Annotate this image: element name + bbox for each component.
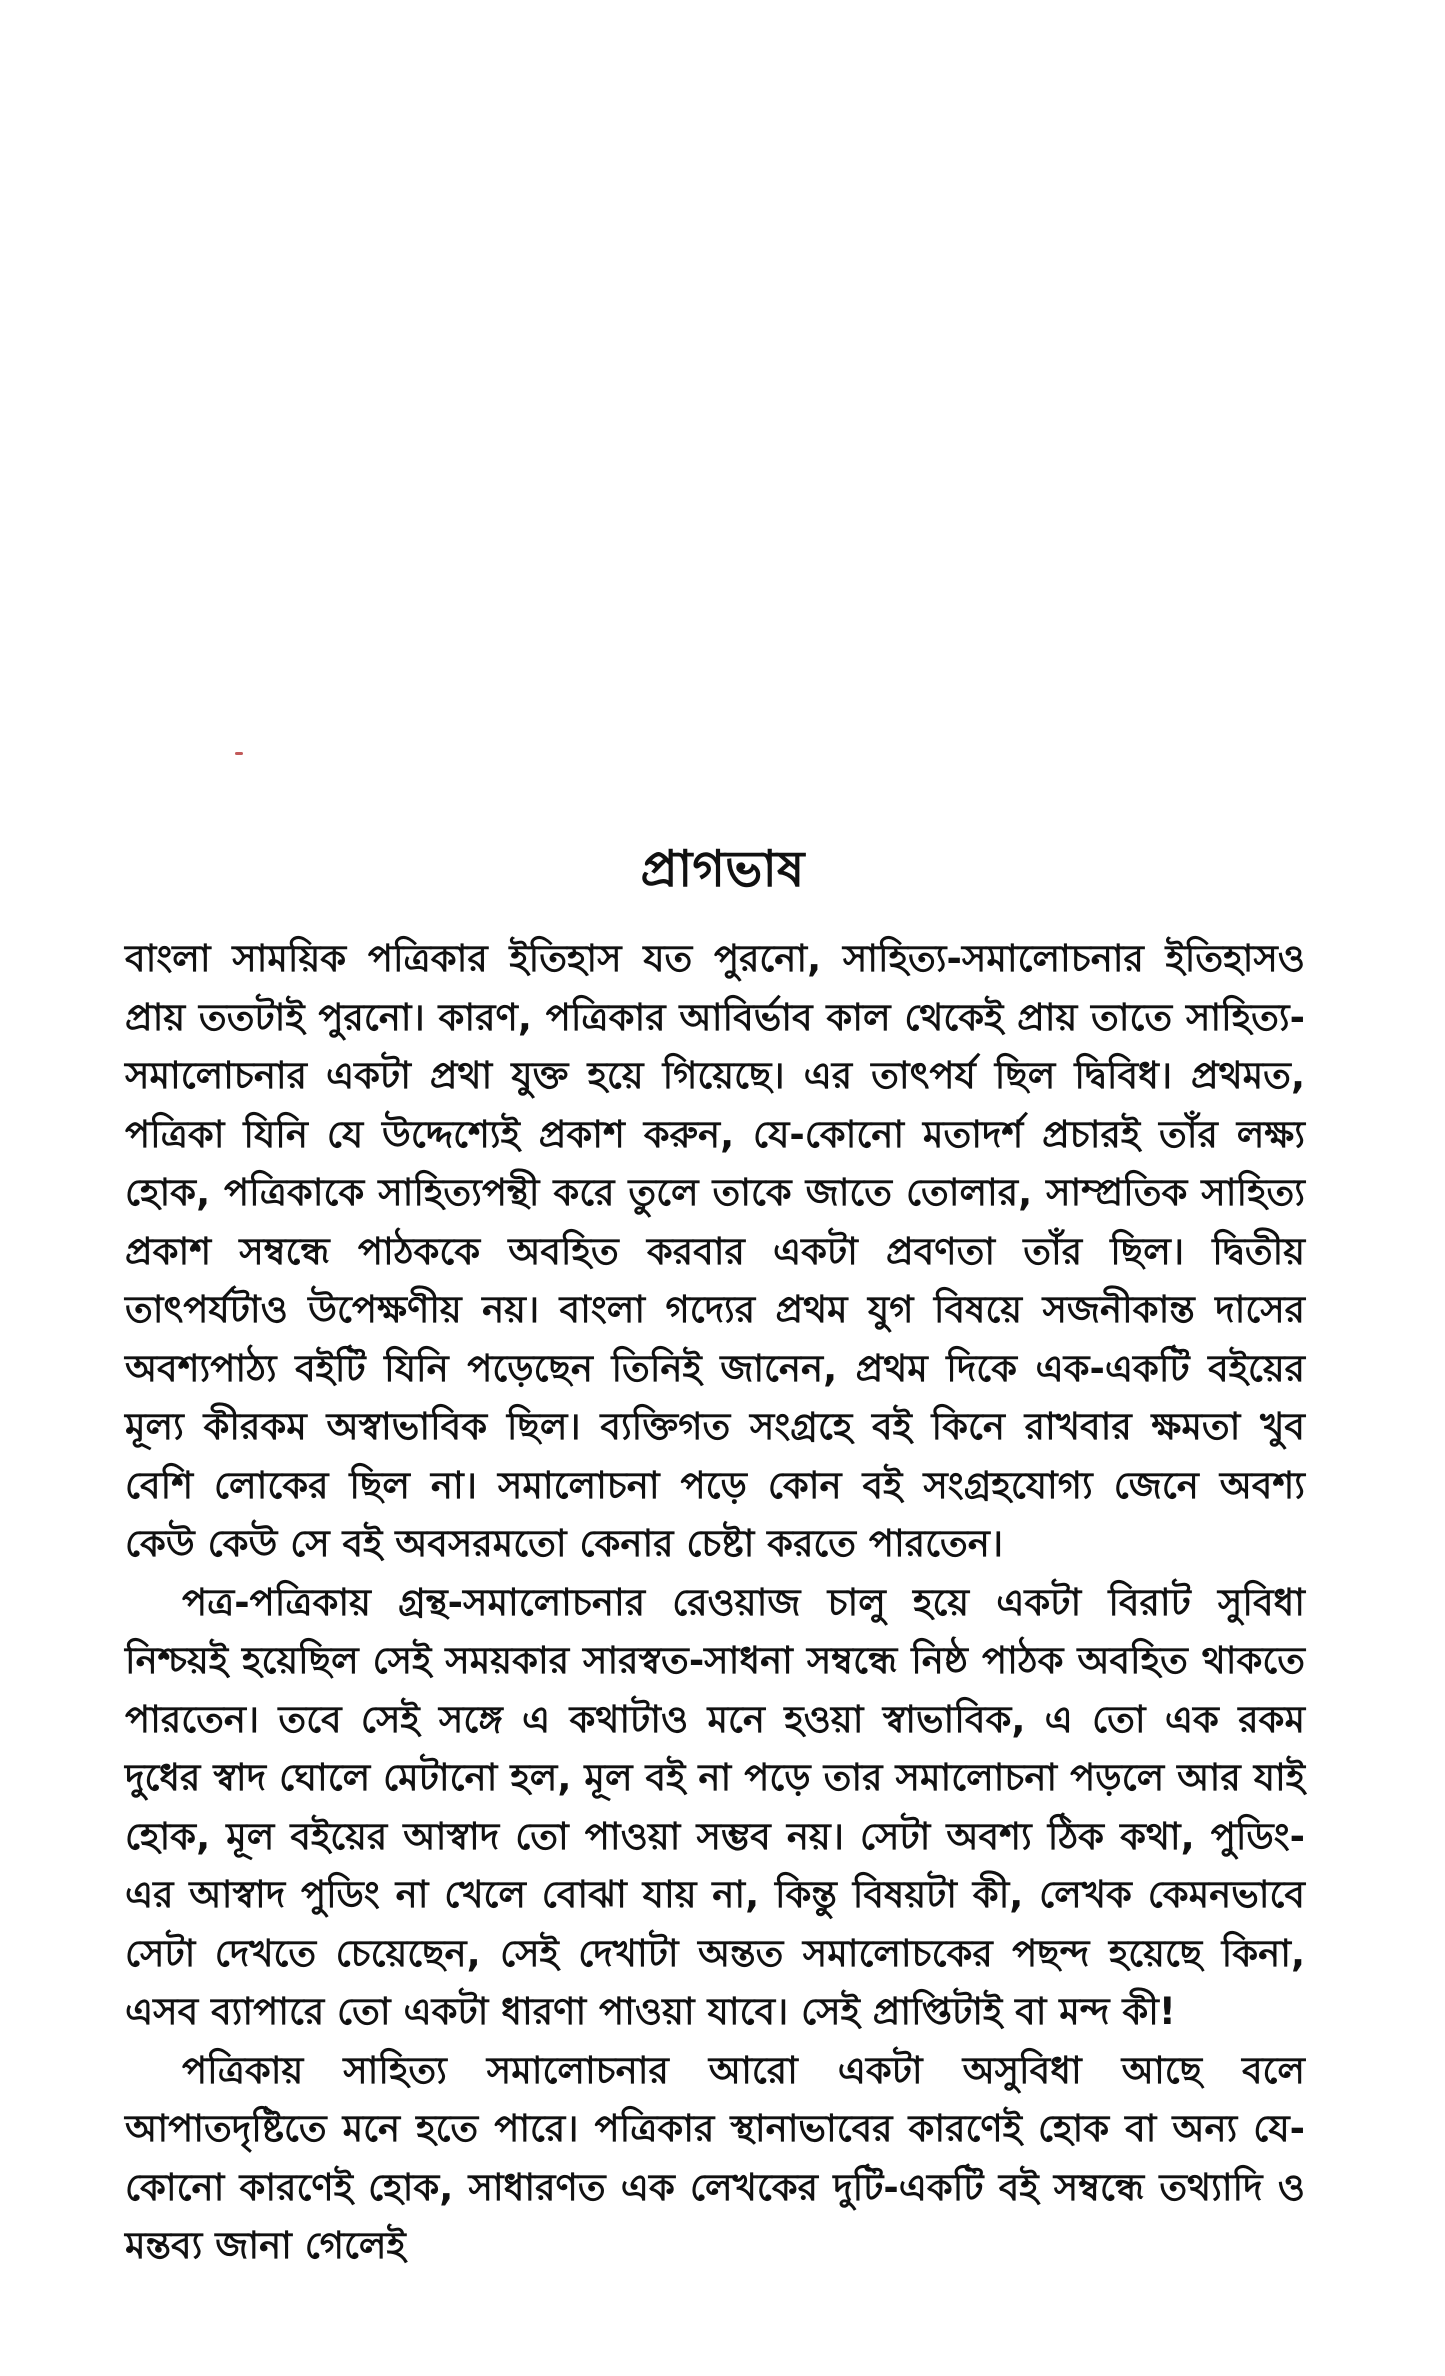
paragraph-1: বাংলা সাময়িক পত্রিকার ইতিহাস যত পুরনো, সাহিত্য-সমালোচনার ইতিহাসও প্রায় ততটাই পুরনো। কারণ, পত্রিকার আবির্ভাব কাল থেকেই প্রায় তাতে সাহিত্য-সমালোচনার একটা প্রথা যুক্ত হয়ে গিয়েছে। এর তাৎপর্য ছিল দ্বিবিধ। প্রথমত, পত্রিকা যিনি যে উদ্দেশ্যেই প্রকাশ করুন, যে-কোনো মতাদর্শ প্রচারই তাঁর লক্ষ্য হোক, পত্রিকাকে সাহিত্যপন্থী করে তুলে তাকে জাতে তোলার, সাম্প্রতিক সাহিত্য প্রকাশ সম্বন্ধে পাঠককে অবহিত করবার একটা প্রবণতা তাঁর ছিল। দ্বিতীয় তাৎপর্যটাও উপেক্ষণীয় নয়। বাংলা গদ্যের প্রথম যুগ বিষয়ে সজনীকান্ত দাসের অবশ্যপাঠ্য বইটি যিনি পড়েছেন তিনিই জানেন, প্রথম দিকে এক-একটি বইয়ের মূল্য কীরকম অস্বাভাবিক ছিল। ব্যক্তিগত সংগ্রহে বই কিনে রাখবার ক্ষমতা খুব বেশি লোকের ছিল না। সমালোচনা পড়ে কোন বই সংগ্রহযোগ্য জেনে অবশ্য কেউ কেউ সে বই অবসরমতো কেনার চেষ্টা করতে পারতেন। <box>125 937 1305 1565</box>
paragraph-3: পত্রিকায় সাহিত্য সমালোচনার আরো একটা অসুবিধা আছে বলে আপাতদৃষ্টিতে মনে হতে পারে। পত্রিকার স্থানাভাবের কারণেই হোক বা অন্য যে-কোনো কারণেই হোক, সাধারণত এক লেখকের দুটি-একটি বই সম্বন্ধে তথ্যাদি ও মন্তব্য জানা গেলেই <box>125 2048 1305 2267</box>
page-title: প্রাগভাষ <box>640 839 805 898</box>
paragraph-2: পত্র-পত্রিকায় গ্রন্থ-সমালোচনার রেওয়াজ চালু হয়ে একটা বিরাট সুবিধা নিশ্চয়ই হয়েছিল সেই সময়কার সারস্বত-সাধনা সম্বন্ধে নিষ্ঠ পাঠক অবহিত থাকতে পারতেন। তবে সেই সঙ্গে এ কথাটাও মনে হওয়া স্বাভাবিক, এ তো এক রকম দুধের স্বাদ ঘোলে মেটানো হল, মূল বই না পড়ে তার সমালোচনা পড়লে আর যাই হোক, মূল বইয়ের আস্বাদ তো পাওয়া সম্ভব নয়। সেটা অবশ্য ঠিক কথা, পুডিং-এর আস্বাদ পুডিং না খেলে বোঝা যায় না, কিন্তু বিষয়টা কী, লেখক কেমনভাবে সেটা দেখতে চেয়েছেন, সেই দেখাটা অন্তত সমালোচকের পছন্দ হয়েছে কিনা, এসব ব্যাপারে তো একটা ধারণা পাওয়া যাবে। সেই প্রাপ্তিটাই বা মন্দ কী! <box>125 1580 1305 2033</box>
body-text <box>125 930 1305 2276</box>
ink-speck <box>235 752 243 755</box>
